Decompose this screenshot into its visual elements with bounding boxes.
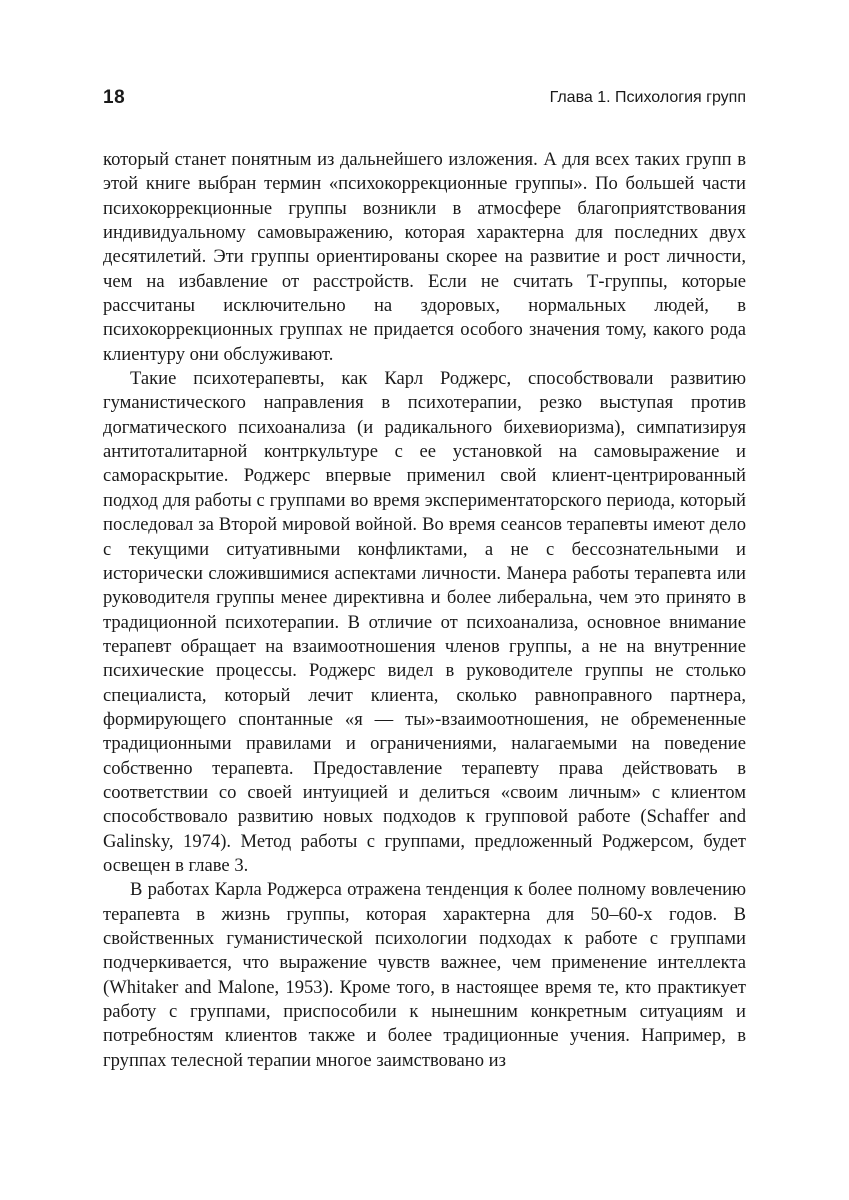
paragraph-rogers-works: В работах Карла Роджерса отражена тенденция к более полному вовлечению терапевта в жизнь группы, которая характерна для 50–60-х годов. В свойственных гуманистической психологии подходах к работе с группами подчеркивается, что выражение чувств важнее, чем применение интеллекта (Whitaker and Malone, 1953). Кроме того, в настоящее время те, кто практикует работу с группами, приспособили к нынешним конкретным ситуациям и потребностям клиентов также и более традиционные учения. Например, в группах телесной терапии многое заимствовано из — [103, 879, 746, 1071]
running-head: Глава 1. Психология групп — [549, 89, 746, 106]
body-text — [103, 148, 746, 1073]
page-number: 18 — [103, 87, 126, 108]
paragraph-continuation: который станет понятным из дальнейшего изложения. А для всех таких групп в этой книге выбран термин «психокоррекционные группы». По большей части психокоррекционные группы возникли в атмосфере благоприятствования индивидуальному самовыражению, которая характерна для последних двух десятилетий. Эти группы ориентированы скорее на развитие и рост личности, чем на избавление от расстройств. Если не считать Т-группы, которые рассчитаны исключительно на здоровых, нормальных людей, в психокоррекционных группах не придается особого значения тому, какого рода клиентуру они обслуживают. — [103, 149, 746, 365]
paragraph-rogers: Такие психотерапевты, как Карл Роджерс, способствовали развитию гуманистического направления в психотерапии, резко выступая против догматического психоанализа (и радикального бихевиоризма), симпатизируя антитоталитарной контркультуре с ее установкой на самовыражение и самораскрытие. Роджерс впервые применил свой клиент-центрированный подход для работы с группами во время экспериментаторского периода, который последовал за Второй мировой войной. Во время сеансов терапевты имеют дело с текущими ситуативными конфликтами, а не с бессознательными и исторически сложившимися аспектами личности. Манера работы терапевта или руководителя группы менее директивна и более либеральна, чем это принято в традиционной психотерапии. В отличие от психоанализа, основное внимание терапевт обращает на взаимоотношения членов группы, а не на внутренние психические процессы. Роджерс видел в руководителе группы не столько специалиста, который лечит клиента, сколько равноправного партнера, формирующего спонтанные «я — ты»-взаимоотношения, не обремененные традиционными правилами и ограничениями, налагаемыми на поведение собственно терапевта. Предоставление терапевту права действовать в соответствии со своей интуицией и делиться «своим личным» с клиентом способствовало развитию новых подходов к групповой работе (Schaffer and Galinsky, 1974). Метод работы с группами, предложенный Роджерсом, будет освещен в главе 3. — [103, 368, 746, 876]
page-header — [103, 87, 746, 115]
